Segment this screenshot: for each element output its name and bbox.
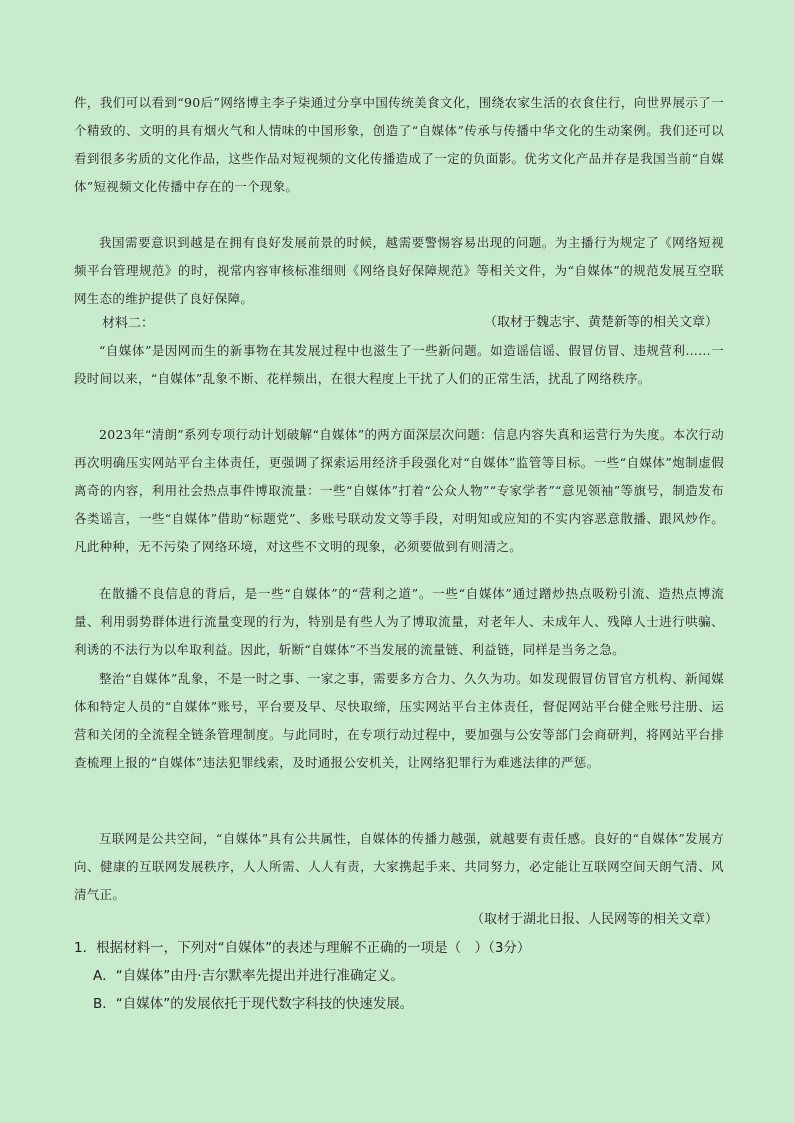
question-1-option-a: A．“自媒体”由丹·吉尔默率先提出并进行准确定义。 [93,968,405,984]
material2-paragraph-1: “自媒体”是因网而生的新事物在其发展过程中也滋生了一些新问题。如造谣信谣、假冒仿冒、违规营利……一段时间以来，“自媒体”乱象不断、花样频出，在很大程度上干扰了人们的正常生活，扰乱了网络秩序。 [74,343,724,386]
material2-paragraph-4: 整治“自媒体”乱象，不是一时之事、一家之事，需要多方合力、久久为功。如发现假冒仿冒官方机构、新闻媒体和特定人员的“自媒体”账号，平台要及早、尽快取缔，压实网站平台主体责任，督促网站平台健全账号注册、运营和关闭的全流程全链条管理制度。与此同时，在专项行动过程中，要加强与公安等部门会商研判，将网站平台排查梳理上报的“自媒体”违法犯罪线索，及时通报公安机关，让网络犯罪行为难逃法律的严惩。 [74,671,724,770]
material2-source: （取材于湖北日报、人民网等的相关文章） [470,912,718,927]
material2-paragraph-5: 互联网是公共空间，“自媒体”具有公共属性，自媒体的传播力越强，就越要有责任感。良好的“自媒体”发展方向、健康的互联网发展秩序，人人所需、人人有责，大家携起手来、共同努力，必定能让互联网空间天朗气清、风清气正。 [74,831,724,902]
material1-paragraph-2: 我国需要意识到越是在拥有良好发展前景的时候，越需要警惕容易出现的问题。为主播行为规定了《网络短视频平台管理规范》的时，视常内容审核标准细则《网络良好保障规范》等相关文件，为“自媒体”的规范发展互空联网生态的维护提供了良好保障。 [74,235,724,306]
material2-heading: 材料二： [102,316,155,331]
question-1-stem: 1．根据材料一，下列对“自媒体”的表述与理解不正确的一项是（ ）（3分） [74,940,531,956]
question-1-option-b: B．“自媒体”的发展依托于现代数字科技的快速发展。 [93,996,414,1012]
material2-paragraph-3: 在散播不良信息的背后，是一些“自媒体”的“营利之道”。一些“自媒体”通过蹭炒热点吸粉引流、造热点博流量、利用弱势群体进行流量变现的行为，特别是有些人为了博取流量，对老年人、未成年人、残障人士进行哄骗、利诱的不法行为以牟取利益。因此，斩断“自媒体”不当发展的流量链、利益链，同样是当务之急。 [74,586,724,657]
material1-source: （取材于魏志宇、黄楚新等的相关文章） [483,315,718,330]
material1-paragraph-continued: 件，我们可以看到“90后”网络博主李子柒通过分享中国传统美食文化，围绕农家生活的衣食住行，向世界展示了一个精致的、文明的具有烟火气和人情味的中国形象，创造了“自媒体”传承与传播中华文化的生动案例。我们还可以看到很多劣质的文化作品，这些作品对短视频的文化传播造成了一定的负面影。优劣文化产品并存是我国当前“自媒体”短视频文化传播中存在的一个现象。 [74,95,724,194]
material2-paragraph-2: 2023年“清朗”系列专项行动计划破解“自媒体”的两方面深层次问题：信息内容失真和运营行为失度。本次行动再次明确压实网站平台主体责任，更强调了探索运用经济手段强化对“自媒体”监管等目标。一些“自媒体”炮制虚假离奇的内容，利用社会热点事件博取流量：一些“自媒体”打着“公众人物”“专家学者”“意见领袖”等旗号，制造发布各类谣言，一些“自媒体”借助“标题党”、多账号联动发文等手段，对明知或应知的不实内容恶意散播、跟风炒作。凡此种种，无不污染了网络环境，对这些不文明的现象，必须要做到有则清之。 [74,427,724,554]
